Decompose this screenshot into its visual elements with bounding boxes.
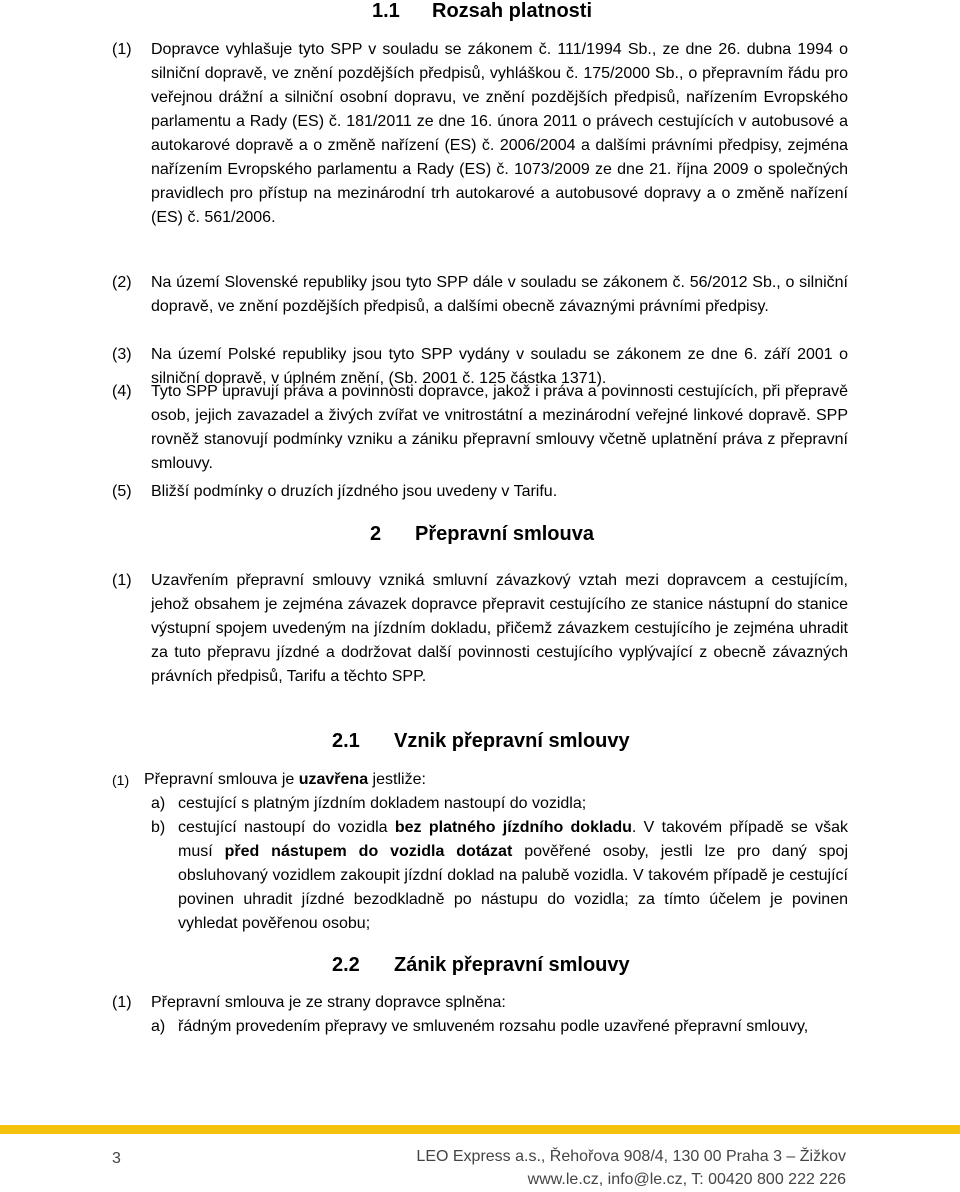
paragraph-number: (1) bbox=[112, 994, 132, 1011]
section-title: Vznik přepravní smlouvy bbox=[394, 730, 630, 752]
section-title: Přepravní smlouva bbox=[415, 523, 594, 545]
list-item-text: řádným provedením přepravy ve smluveném rozsahu podle uzavřené přepravní smlouvy, bbox=[178, 1018, 809, 1035]
paragraph-number: (2) bbox=[112, 274, 132, 291]
section-heading-2 bbox=[370, 523, 594, 546]
section-title: Zánik přepravní smlouvy bbox=[394, 954, 630, 976]
text-run: Přepravní smlouva je bbox=[144, 771, 299, 788]
list-label: b) bbox=[151, 819, 166, 836]
paragraph-text: Dopravce vyhlašuje tyto SPP v souladu se zákonem č. 111/1994 Sb., ze dne 26. dubna 1994 o silniční dopravě, ve znění pozdějších předpisů, vyhláškou č. 175/2000 Sb., o přepravním řádu pro veřejnou drážní a silniční osobní dopravu, ve znění pozdějších předpisů, nařízením Evropského parlamentu a Rady (ES) č. 181/2011 ze dne 16. února 2011 o právech cestujících v autobusové a autokarové dopravě a o změně nařízení (ES) č. 2006/2004 a dalšími právními předpisy, zejména nařízením Evropského parlamentu a Rady (ES) č. 1073/2009 ze dne 21. října 2009 o společných pravidlech pro přístup na mezinárodní trh autokarové a autobusové dopravy a o změně nařízení (ES) č. 561/2006. bbox=[151, 41, 848, 226]
text-run: pověřené osoby, jestli lze pro daný spoj obsluhovaný vozidlem zakoupit jízdní doklad na palubě vozidla. V takovém případě je cestující povinen uhradit jízdné bezodkladně po nástupu do vozidla; za tímto účelem je povinen vyhledat pověřenou osobu; bbox=[178, 843, 848, 932]
section-heading-2-2 bbox=[332, 954, 630, 977]
footer-divider bbox=[0, 1125, 960, 1134]
section-heading-1-1 bbox=[372, 0, 592, 23]
text-run: jestliže: bbox=[368, 771, 426, 788]
paragraph-text bbox=[144, 768, 848, 792]
paragraph-number: (1) bbox=[112, 41, 132, 58]
paragraph-text: Bližší podmínky o druzích jízdného jsou uvedeny v Tarifu. bbox=[151, 483, 558, 500]
list-item-text: cestující s platným jízdním dokladem nastoupí do vozidla; bbox=[178, 795, 587, 812]
paragraph-text: Přepravní smlouva je ze strany dopravce splněna: bbox=[151, 994, 506, 1011]
paragraph-number: (3) bbox=[112, 346, 132, 363]
paragraph-number: (1) bbox=[112, 572, 132, 589]
section-number: 2.2 bbox=[332, 954, 360, 976]
paragraph bbox=[112, 38, 848, 254]
text-run: cestující nastoupí do vozidla bbox=[178, 819, 395, 836]
paragraph-text: Tyto SPP upravují práva a povinnosti dopravce, jakož i práva a povinnosti cestujících, při přepravě osob, jejich zavazadel a živých zvířat ve vnitrostátní a mezinárodní veřejné linkové dopravě. SPP rovněž stanovují podmínky vzniku a zániku přepravní smlouvy včetně uplatnění práva z přepravní smlouvy. bbox=[151, 383, 848, 472]
list-item-text bbox=[178, 816, 848, 936]
paragraph-number: (5) bbox=[112, 483, 132, 500]
paragraph-number: (1) bbox=[112, 772, 130, 788]
paragraph-text: Uzavřením přepravní smlouvy vzniká smluvní závazkový vztah mezi dopravcem a cestujícím, jehož obsahem je zejména závazek dopravce přepravit cestujícího ze stanice nástupní do stanice výstupní spojem uvedeným na jízdním dokladu, přičemž závazkem cestujícího je zejména uhradit za tuto přepravu jízdné a dodržovat další povinnosti cestujícího vyplývající z obecně závazných právních předpisů, Tarifu a těchto SPP. bbox=[151, 572, 848, 685]
paragraph-text: Na území Polské republiky jsou tyto SPP vydány v souladu se zákonem ze dne 6. září 2001 o silniční dopravě, v úplném znění, (Sb. 2001 č. 125 částka 1371). bbox=[151, 346, 848, 387]
list-label: a) bbox=[151, 1018, 166, 1035]
page-number: 3 bbox=[112, 1150, 121, 1167]
bold-text: před nástupem do vozidla dotázat bbox=[224, 843, 513, 860]
section-number: 2.1 bbox=[332, 730, 360, 752]
footer-address: LEO Express a.s., Řehořova 908/4, 130 00 Praha 3 – Žižkov bbox=[416, 1148, 846, 1165]
text-run: . V takovém případě se však musí bbox=[178, 819, 849, 860]
bold-text: bez platného jízdního dokladu bbox=[394, 819, 632, 836]
paragraph-text: Na území Slovenské republiky jsou tyto SPP dále v souladu se zákonem č. 56/2012 Sb., o silniční dopravě, ve znění pozdějších předpisů, a dalšími obecně závaznými právními předpisy. bbox=[151, 274, 848, 315]
section-title: Rozsah platnosti bbox=[432, 0, 593, 22]
footer-contact: www.le.cz, info@le.cz, T: 00420 800 222 226 bbox=[527, 1171, 846, 1188]
section-heading-2-1 bbox=[332, 730, 630, 753]
paragraph-number: (4) bbox=[112, 383, 132, 400]
section-number: 2 bbox=[370, 523, 382, 545]
list-label: a) bbox=[151, 795, 166, 812]
section-number: 1.1 bbox=[372, 0, 400, 22]
bold-text: uzavřena bbox=[298, 771, 369, 788]
